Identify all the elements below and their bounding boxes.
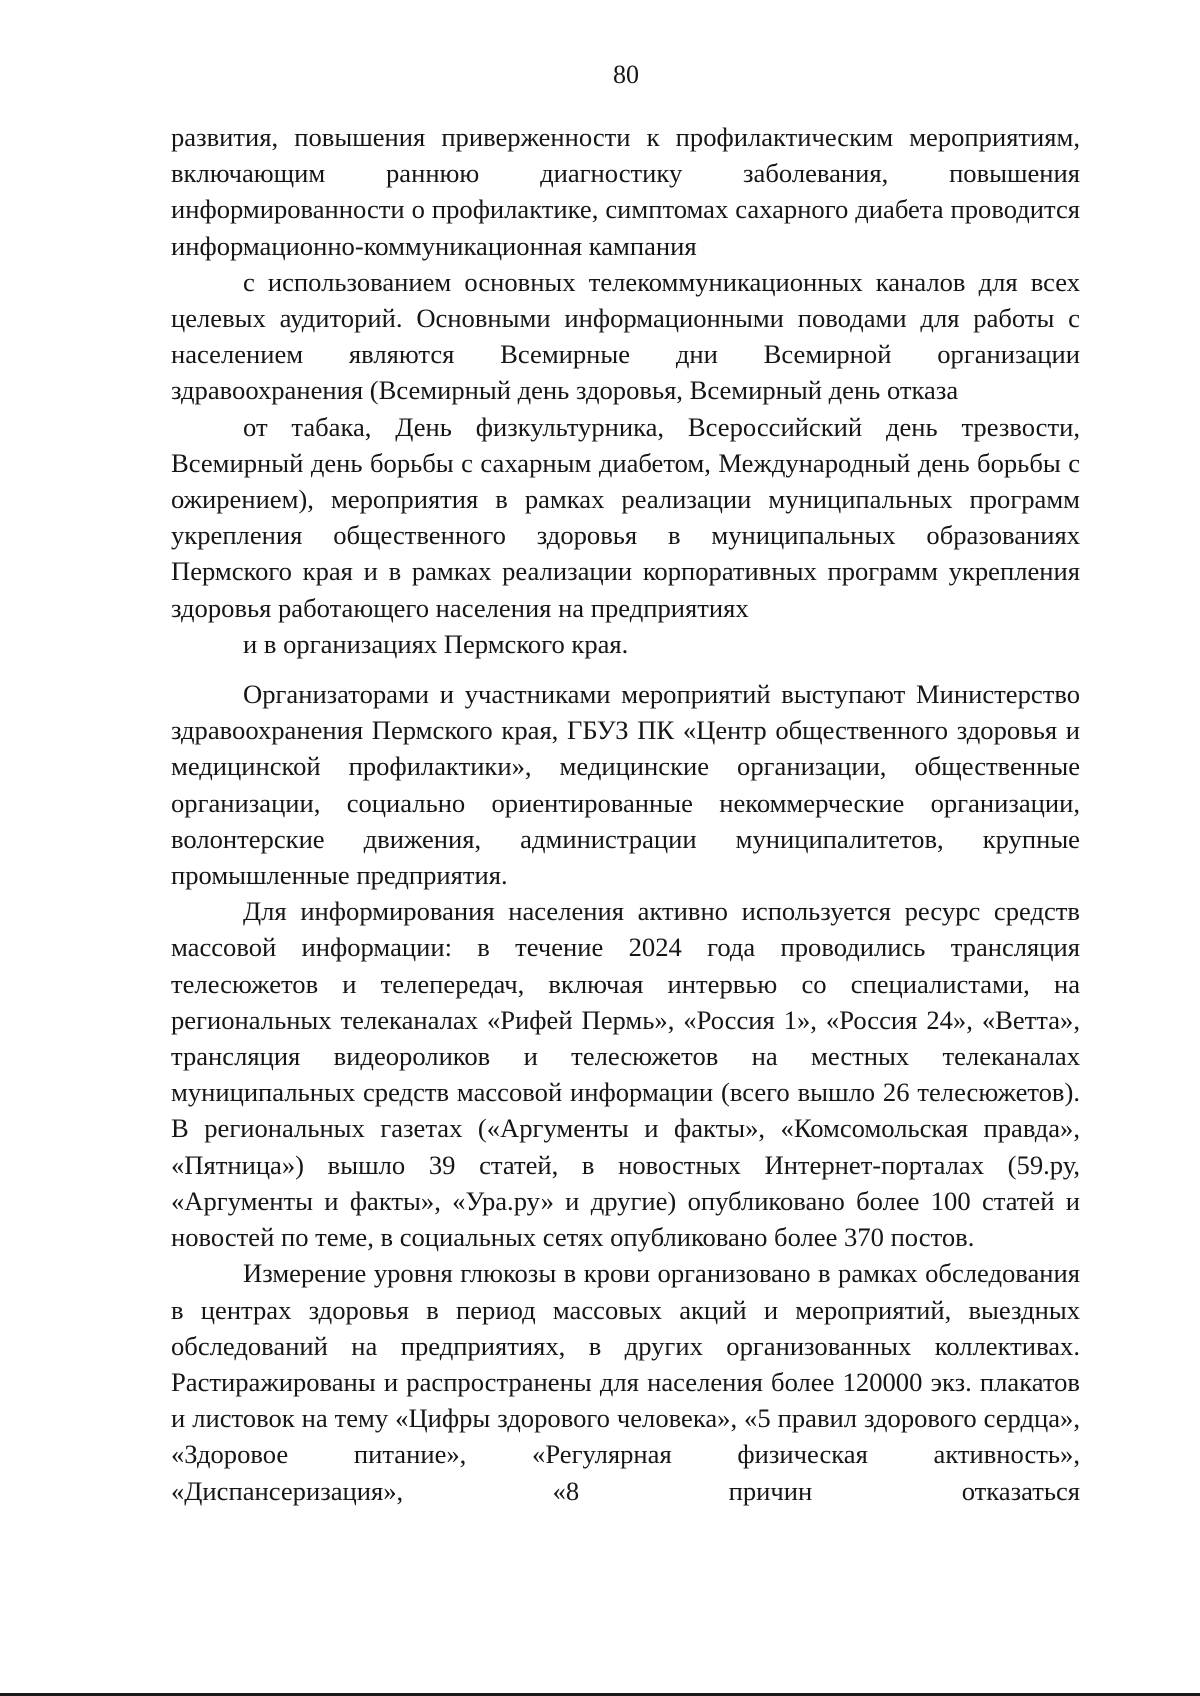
paragraph-4: и в организациях Пермского края. (243, 628, 629, 659)
page-number: 80 (613, 60, 639, 89)
document-body (171, 119, 1080, 1509)
paragraph-6: Для информирования населения активно используется ресурс средств массовой информации: в течение 2024 года проводились трансляция телесюжетов и телепередач, включая интервью со специалистами, на региональных телеканалах «Рифей Пермь», «Россия 1», «Россия 24», «Ветта», трансляция видеороликов и телесюжетов на местных телеканалах муниципальных средств массовой информации (всего вышло 26 телесюжетов). В региональных газетах («Аргументы и факты», «Комсомольская правда», «Пятница») вышло 39 статей, в новостных Интернет-порталах (59.ру, «Аргументы и факты», «Ура.ру» и другие) опубликовано более 100 статей и новостей по теме, в социальных сетях опубликовано более 370 постов. (171, 896, 1080, 1253)
paragraph-1: развития, повышения приверженности к профилактическим мероприятиям, включающим раннюю диагностику заболевания, повышения информированности о профилактике, симптомах сахарного диабета проводится информационно-коммуникационная кампания (171, 122, 1080, 261)
paragraph-5: Организаторами и участниками мероприятий выступают Министерство здравоохранения Пермского края, ГБУЗ ПК «Центр общественного здоровья и медицинской профилактики», медицинские организации, общественные организации, социально ориентированные некоммерческие организации, волонтерские движения, администрации муниципалитетов, крупные промышленные предприятия. (171, 679, 1080, 891)
paragraph-7: Измерение уровня глюкозы в крови организовано в рамках обследования в центрах здоровья в период массовых акций и мероприятий, выездных обследований на предприятиях, в других организованных коллективах. Растиражированы и распространены для населения более 120000 экз. плакатов и листовок на тему «Цифры здорового человека», «5 правил здорового сердца», «Здоровое питание», «Регулярная физическая активность», «Диспансеризация», «8 причин отказаться (171, 1258, 1080, 1506)
paragraph-2: с использованием основных телекоммуникационных каналов для всех целевых аудиторий. Основными информационными поводами для работы с населением являются Всемирные дни Всемирной организации здравоохранения (Всемирный день здоровья, Всемирный день отказа (171, 266, 1080, 406)
paragraph-3: от табака, День физкультурника, Всероссийский день трезвости, Всемирный день борьбы с сахарным диабетом, Международный день борьбы с ожирением), мероприятия в рамках реализации муниципальных программ укрепления общественного здоровья в муниципальных образованиях Пермского края и в рамках реализации корпоративных программ укрепления здоровья работающего населения на предприятиях (171, 411, 1080, 623)
